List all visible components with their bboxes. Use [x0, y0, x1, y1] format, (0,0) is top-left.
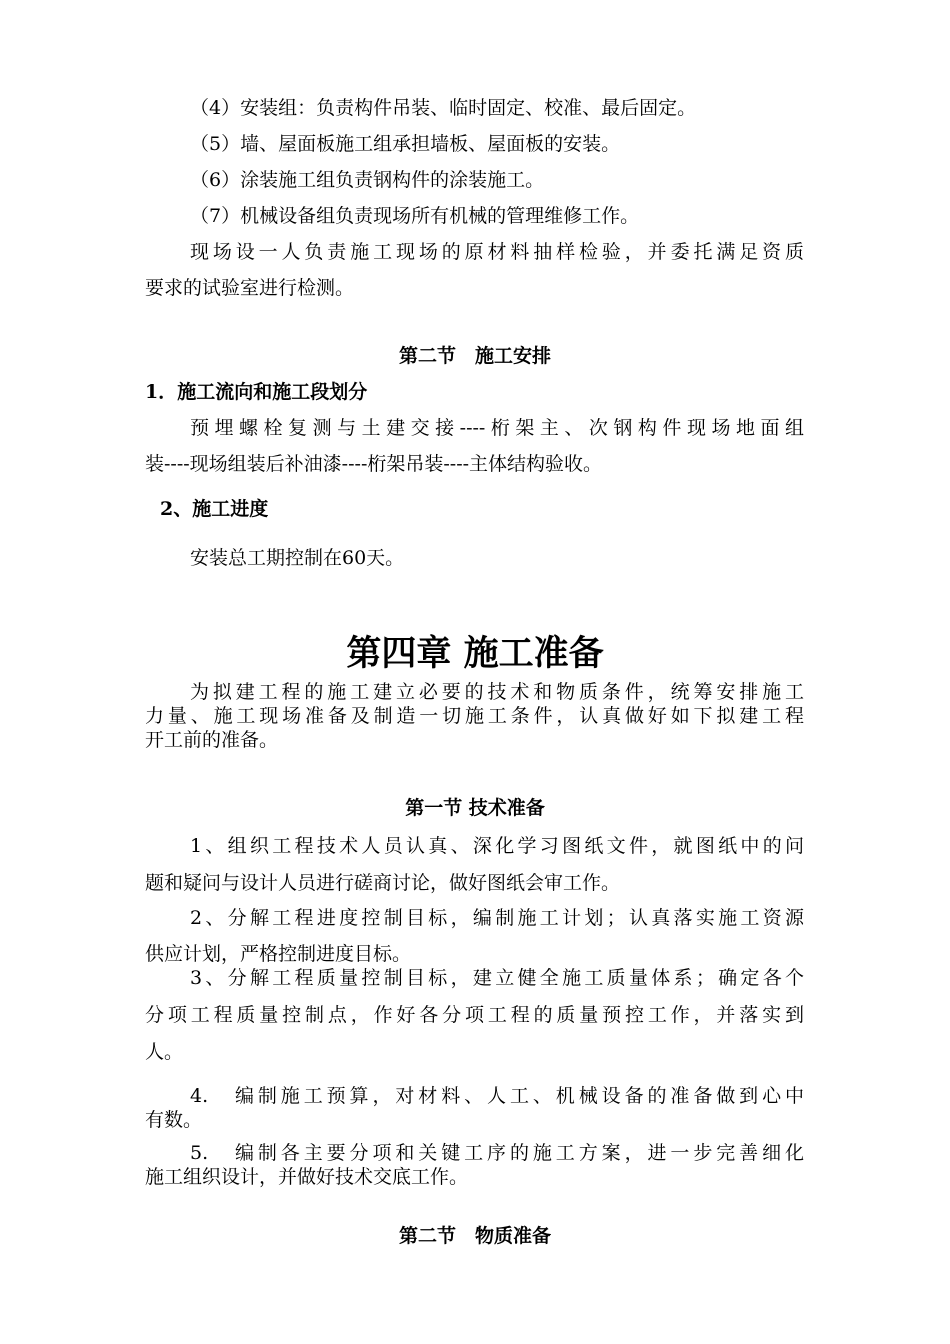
inspection-paragraph-line-1: 现场设一人负责施工现场的原材料抽样检验，并委托满足资质 [190, 241, 804, 263]
tech-item-2-line-1: 2、分解工程进度控制目标，编制施工计划；认真落实施工资源 [190, 907, 804, 929]
flow-text-line-1: 预埋螺栓复测与土建交接----桁架主、次钢构件现场地面组 [190, 417, 804, 439]
tech-item-3-line-2: 分项工程质量控制点，作好各分项工程的质量预控工作，并落实到 [145, 1004, 804, 1026]
progress-heading: 2、施工进度 [160, 498, 269, 520]
tech-item-5-line-2: 施工组织设计，并做好技术交底工作。 [145, 1166, 469, 1188]
list-item-7: （7）机械设备组负责现场所有机械的管理维修工作。 [190, 205, 640, 227]
list-item-4: （4）安装组：负责构件吊装、临时固定、校准、最后固定。 [190, 97, 697, 119]
tech-item-1-line-2: 题和疑问与设计人员进行磋商讨论，做好图纸会审工作。 [145, 872, 621, 894]
tech-item-4-line-1: 4. 编制施工预算，对材料、人工、机械设备的准备做到心中 [190, 1085, 804, 1107]
list-item-6: （6）涂装施工组负责钢构件的涂装施工。 [190, 169, 545, 191]
flow-text-line-2: 装----现场组装后补油漆----桁架吊装----主体结构验收。 [145, 453, 603, 475]
inspection-paragraph-line-2: 要求的试验室进行检测。 [145, 277, 355, 299]
section-title-technical-preparation: 第一节 技术准备 [405, 797, 545, 819]
tech-item-3-line-1: 3、分解工程质量控制目标，建立健全施工质量体系；确定各个 [190, 967, 804, 989]
tech-item-1-line-1: 1、组织工程技术人员认真、深化学习图纸文件，就图纸中的问 [190, 835, 804, 857]
tech-item-2-line-2: 供应计划，严格控制进度目标。 [145, 943, 412, 965]
chapter-title: 第四章 施工准备 [346, 633, 604, 674]
chapter-intro-line-1: 为拟建工程的施工建立必要的技术和物质条件，统筹安排施工 [190, 681, 804, 703]
list-item-5: （5）墙、屋面板施工组承担墙板、屋面板的安装。 [190, 133, 621, 155]
chapter-intro-line-2: 力量、施工现场准备及制造一切施工条件，认真做好如下拟建工程 [145, 705, 804, 727]
tech-item-4-line-2: 有数。 [145, 1109, 203, 1131]
section-title-material-preparation: 第二节 物质准备 [398, 1225, 551, 1247]
tech-item-3-line-3: 人。 [145, 1041, 184, 1063]
progress-text: 安装总工期控制在60天。 [190, 547, 405, 569]
flow-heading: 1．施工流向和施工段划分 [145, 381, 368, 403]
tech-item-5-line-1: 5. 编制各主要分项和关键工序的施工方案，进一步完善细化 [190, 1142, 804, 1164]
chapter-intro-line-3: 开工前的准备。 [145, 729, 279, 751]
section-title-construction-arrangement: 第二节 施工安排 [398, 345, 551, 367]
